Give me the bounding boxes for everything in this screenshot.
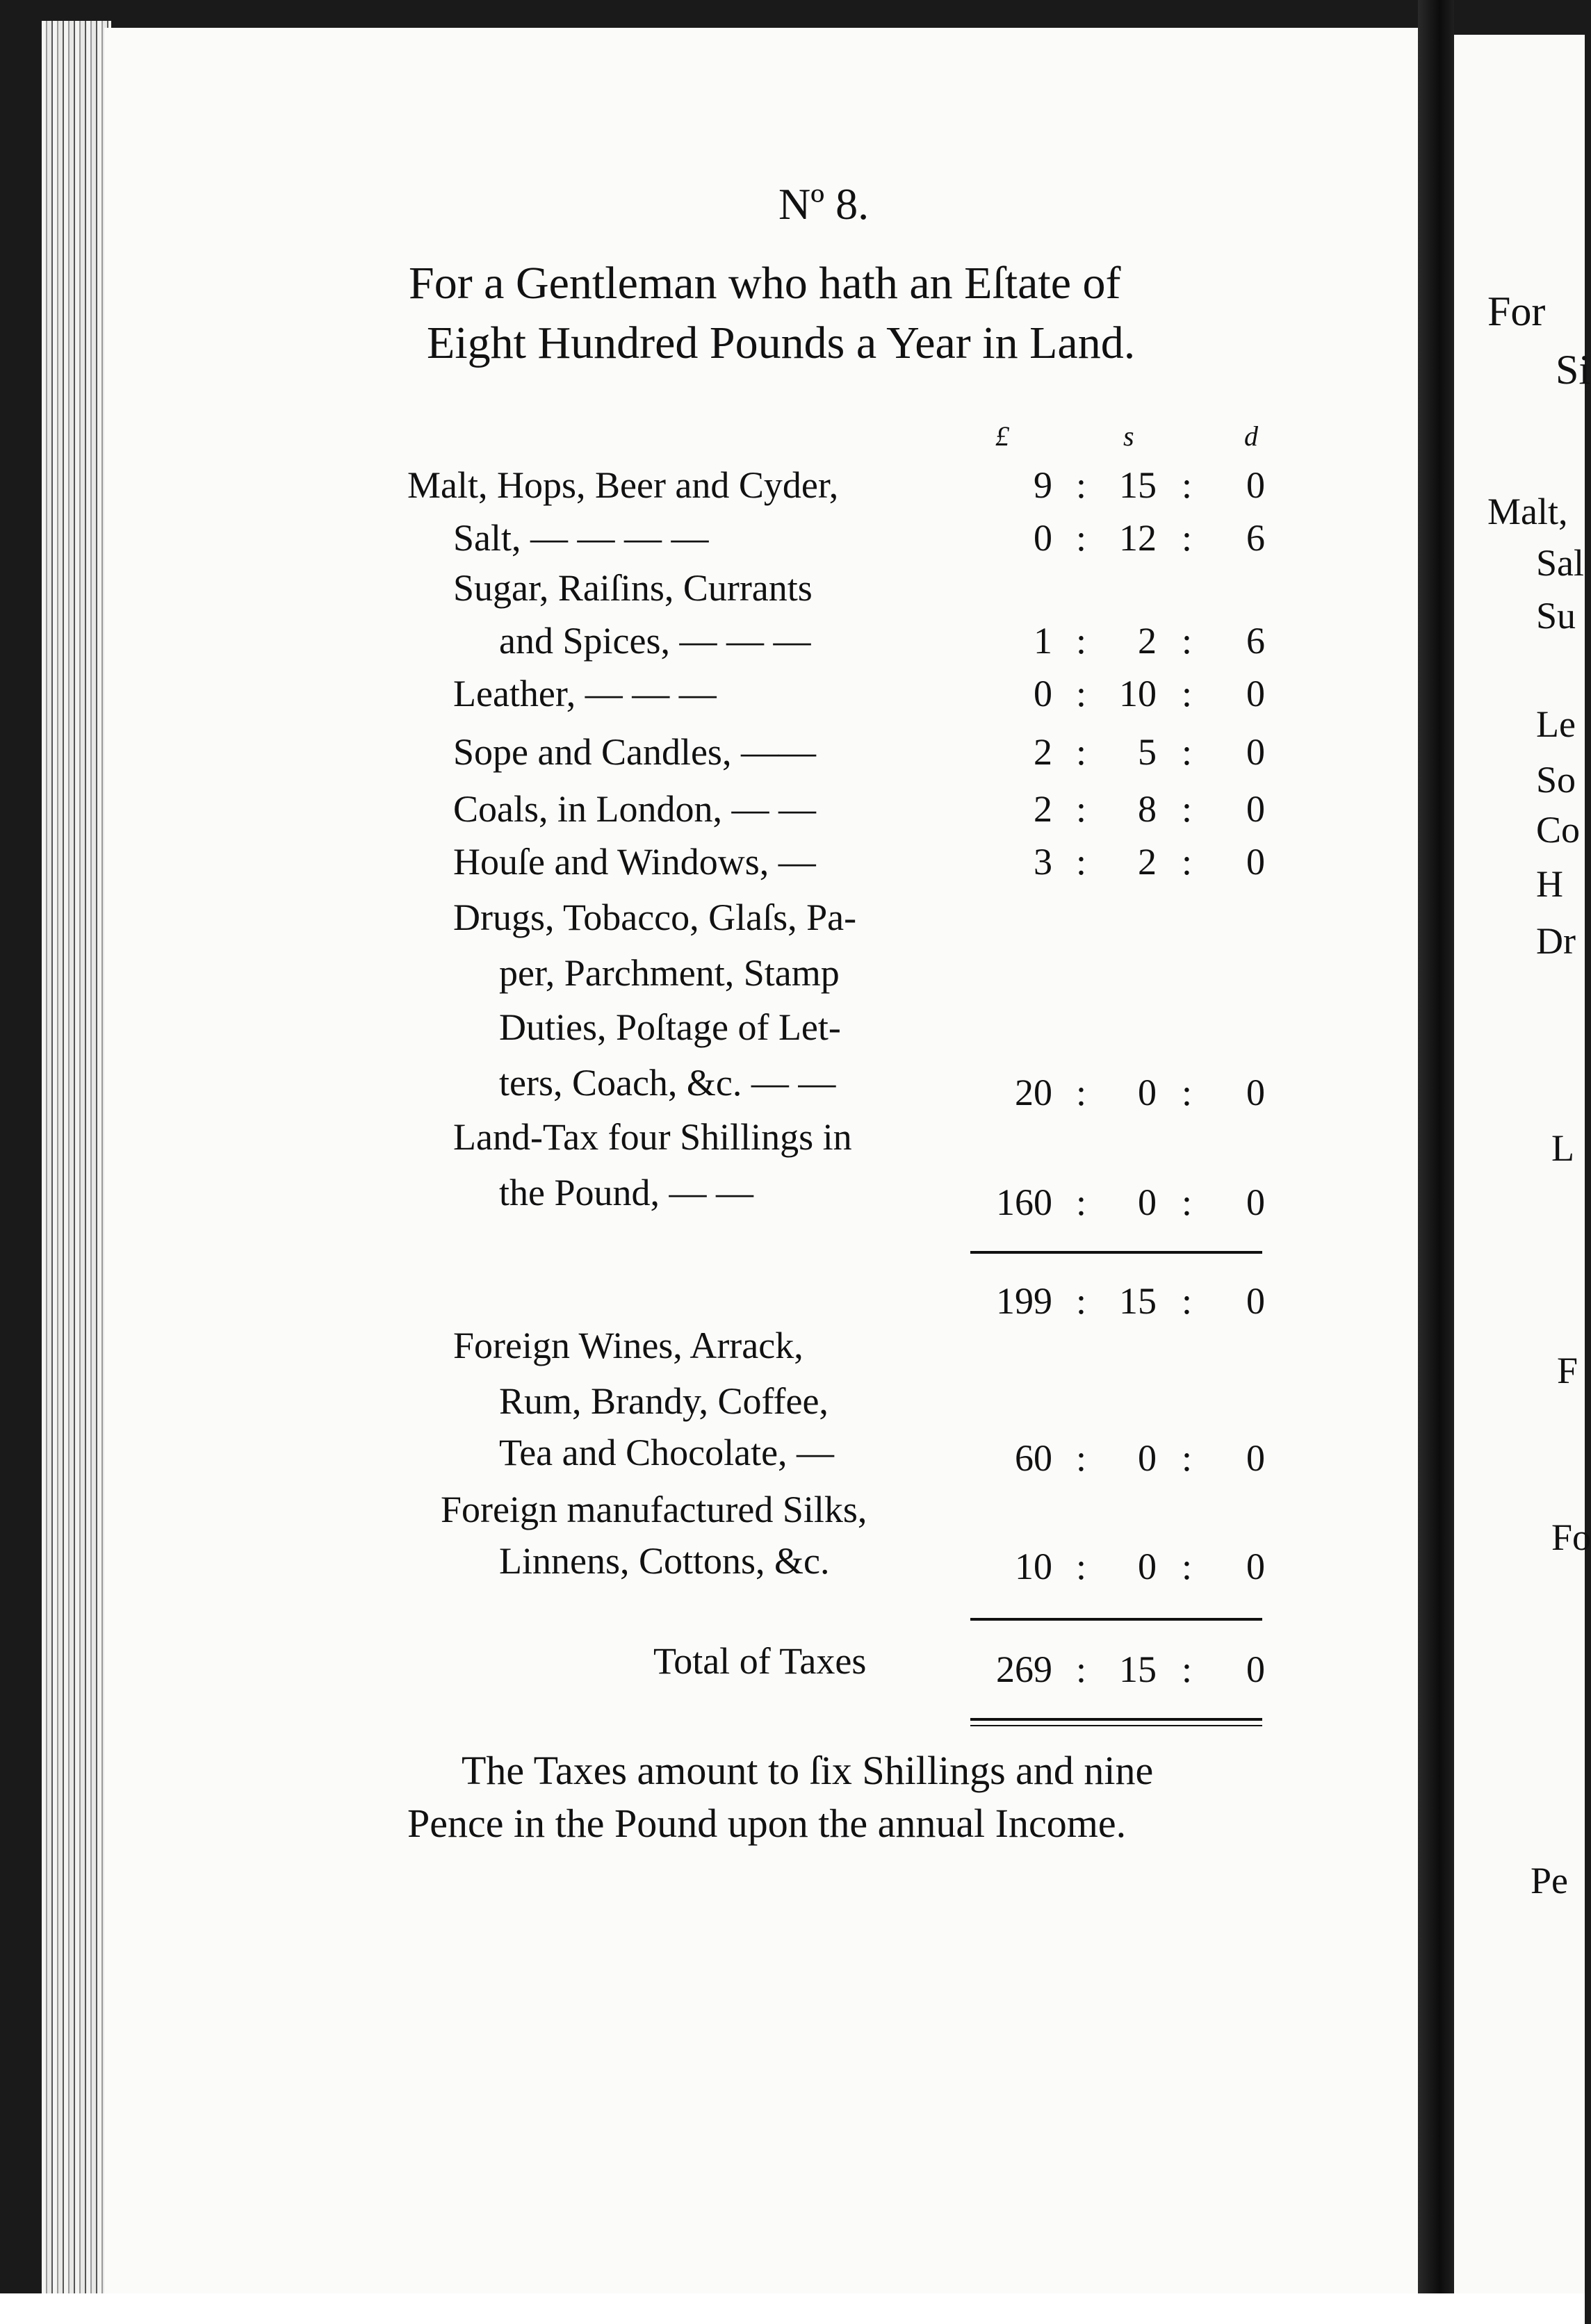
shillings-value: 0	[1138, 1181, 1157, 1223]
pounds-value: 2	[1034, 731, 1052, 773]
colon-separator: :	[1076, 1181, 1087, 1223]
colon-separator: :	[1182, 1437, 1193, 1479]
entry-label-continued: ters, Coach, &c. — —	[499, 1062, 836, 1104]
colon-separator: :	[1182, 788, 1193, 830]
entry-label: Coals, in London, — —	[453, 788, 816, 830]
entry-label-continued: the Pound, — —	[499, 1172, 754, 1213]
colon-separator: :	[1076, 1648, 1087, 1690]
pounds-value: 160	[996, 1181, 1052, 1223]
total-pence: 0	[1246, 1648, 1265, 1690]
shillings-value: 0	[1138, 1437, 1157, 1479]
total-label: Total of Taxes	[653, 1640, 867, 1682]
colon-separator: :	[1182, 841, 1193, 883]
shillings-value: 0	[1138, 1072, 1157, 1113]
right-fragment: H	[1536, 863, 1563, 905]
entry-label: Sugar, Raiſins, Currants	[453, 567, 813, 609]
column-header-shillings: s	[1123, 420, 1134, 452]
entry-label: Houſe and Windows, —	[453, 841, 816, 883]
entry-label-continued: Linnens, Cottons, &c.	[499, 1540, 830, 1582]
heading-line-1: For a Gentleman who hath an Eſtate of	[409, 258, 1121, 309]
pounds-value: 60	[1015, 1437, 1052, 1479]
entry-label: Land-Tax four Shillings in	[453, 1116, 852, 1158]
right-fragment: Si	[1556, 347, 1591, 393]
shillings-value: 0	[1138, 1546, 1157, 1587]
subtotal-pounds: 199	[996, 1280, 1052, 1322]
right-fragment: Pe	[1531, 1860, 1568, 1901]
right-fragment: Le	[1536, 703, 1576, 745]
page-number: Nº 8.	[778, 179, 870, 229]
column-header-pounds: £	[995, 420, 1009, 452]
right-fragment: F	[1557, 1350, 1578, 1391]
pence-value: 0	[1246, 788, 1265, 830]
colon-separator: :	[1182, 1280, 1193, 1322]
pence-value: 0	[1246, 464, 1265, 506]
right-fragment: Dr	[1536, 920, 1576, 962]
entry-label-continued: Rum, Brandy, Coffee,	[499, 1380, 829, 1422]
scan-bottom-edge	[0, 2293, 1585, 2324]
total-shillings: 15	[1119, 1648, 1157, 1690]
subtotal-shillings: 15	[1119, 1280, 1157, 1322]
colon-separator: :	[1076, 841, 1087, 883]
entry-label-continued: Duties, Poſtage of Let-	[499, 1006, 841, 1048]
pence-value: 0	[1246, 1546, 1265, 1587]
right-fragment: L	[1551, 1127, 1574, 1169]
colon-separator: :	[1076, 673, 1087, 714]
pence-value: 6	[1246, 620, 1265, 662]
colon-separator: :	[1076, 731, 1087, 773]
pounds-value: 1	[1034, 620, 1052, 662]
shillings-value: 12	[1119, 517, 1157, 559]
colon-separator: :	[1076, 517, 1087, 559]
entry-label: Sope and Candles, ——	[453, 731, 816, 773]
pence-value: 0	[1246, 673, 1265, 714]
entry-label-continued: per, Parchment, Stamp	[499, 952, 840, 994]
colon-separator: :	[1182, 517, 1193, 559]
right-page	[1454, 35, 1591, 2293]
colon-separator: :	[1182, 464, 1193, 506]
colon-separator: :	[1076, 1437, 1087, 1479]
pence-value: 0	[1246, 731, 1265, 773]
footer-line-2: Pence in the Pound upon the annual Income.	[407, 1801, 1127, 1846]
entry-label-continued: and Spices, — — —	[499, 620, 811, 662]
total-rule	[970, 1618, 1262, 1621]
colon-separator: :	[1182, 1648, 1193, 1690]
colon-separator: :	[1182, 620, 1193, 662]
entry-label-continued: Tea and Chocolate, —	[499, 1432, 835, 1473]
right-fragment: So	[1536, 759, 1576, 801]
entry-label: Foreign Wines, Arrack,	[453, 1325, 803, 1366]
pounds-value: 3	[1034, 841, 1052, 883]
subtotal-pence: 0	[1246, 1280, 1265, 1322]
entry-label: Foreign manufactured Silks,	[441, 1489, 867, 1530]
colon-separator: :	[1076, 464, 1087, 506]
colon-separator: :	[1182, 1181, 1193, 1223]
column-header-pence: d	[1244, 420, 1258, 452]
right-fragment: Sal	[1536, 542, 1585, 584]
pence-value: 0	[1246, 1072, 1265, 1113]
colon-separator: :	[1182, 673, 1193, 714]
pence-value: 0	[1246, 1181, 1265, 1223]
pounds-value: 0	[1034, 673, 1052, 714]
colon-separator: :	[1076, 620, 1087, 662]
right-fragment: Malt,	[1487, 491, 1568, 532]
heading-line-2: Eight Hundred Pounds a Year in Land.	[427, 318, 1136, 368]
right-fragment: For	[1487, 288, 1546, 334]
colon-separator: :	[1076, 1072, 1087, 1113]
shillings-value: 5	[1138, 731, 1157, 773]
entry-label: Malt, Hops, Beer and Cyder,	[407, 464, 839, 506]
pence-value: 6	[1246, 517, 1265, 559]
entry-label: Salt, — — — —	[453, 517, 709, 559]
pounds-value: 0	[1034, 517, 1052, 559]
colon-separator: :	[1182, 1546, 1193, 1587]
pounds-value: 20	[1015, 1072, 1052, 1113]
colon-separator: :	[1182, 1072, 1193, 1113]
right-fragment: Fo	[1551, 1516, 1591, 1558]
pounds-value: 2	[1034, 788, 1052, 830]
right-fragment: Co	[1536, 809, 1581, 851]
pence-value: 0	[1246, 841, 1265, 883]
shillings-value: 2	[1138, 620, 1157, 662]
entry-label: Leather, — — —	[453, 673, 717, 714]
colon-separator: :	[1076, 1280, 1087, 1322]
page-edges	[42, 21, 111, 2300]
colon-separator: :	[1076, 1546, 1087, 1587]
pounds-value: 10	[1015, 1546, 1052, 1587]
pounds-value: 9	[1034, 464, 1052, 506]
entry-label: Drugs, Tobacco, Glaſs, Pa-	[453, 897, 857, 938]
right-fragment: Su	[1536, 595, 1576, 637]
colon-separator: :	[1182, 731, 1193, 773]
footer-line-1: The Taxes amount to ſix Shillings and nine	[462, 1748, 1154, 1793]
double-rule-bottom	[970, 1725, 1262, 1726]
total-pounds: 269	[996, 1648, 1052, 1690]
pence-value: 0	[1246, 1437, 1265, 1479]
double-rule-top	[970, 1718, 1262, 1721]
shillings-value: 8	[1138, 788, 1157, 830]
colon-separator: :	[1076, 788, 1087, 830]
shillings-value: 10	[1119, 673, 1157, 714]
shillings-value: 2	[1138, 841, 1157, 883]
book-gutter	[1418, 0, 1454, 2324]
subtotal-rule	[970, 1251, 1262, 1254]
shillings-value: 15	[1119, 464, 1157, 506]
